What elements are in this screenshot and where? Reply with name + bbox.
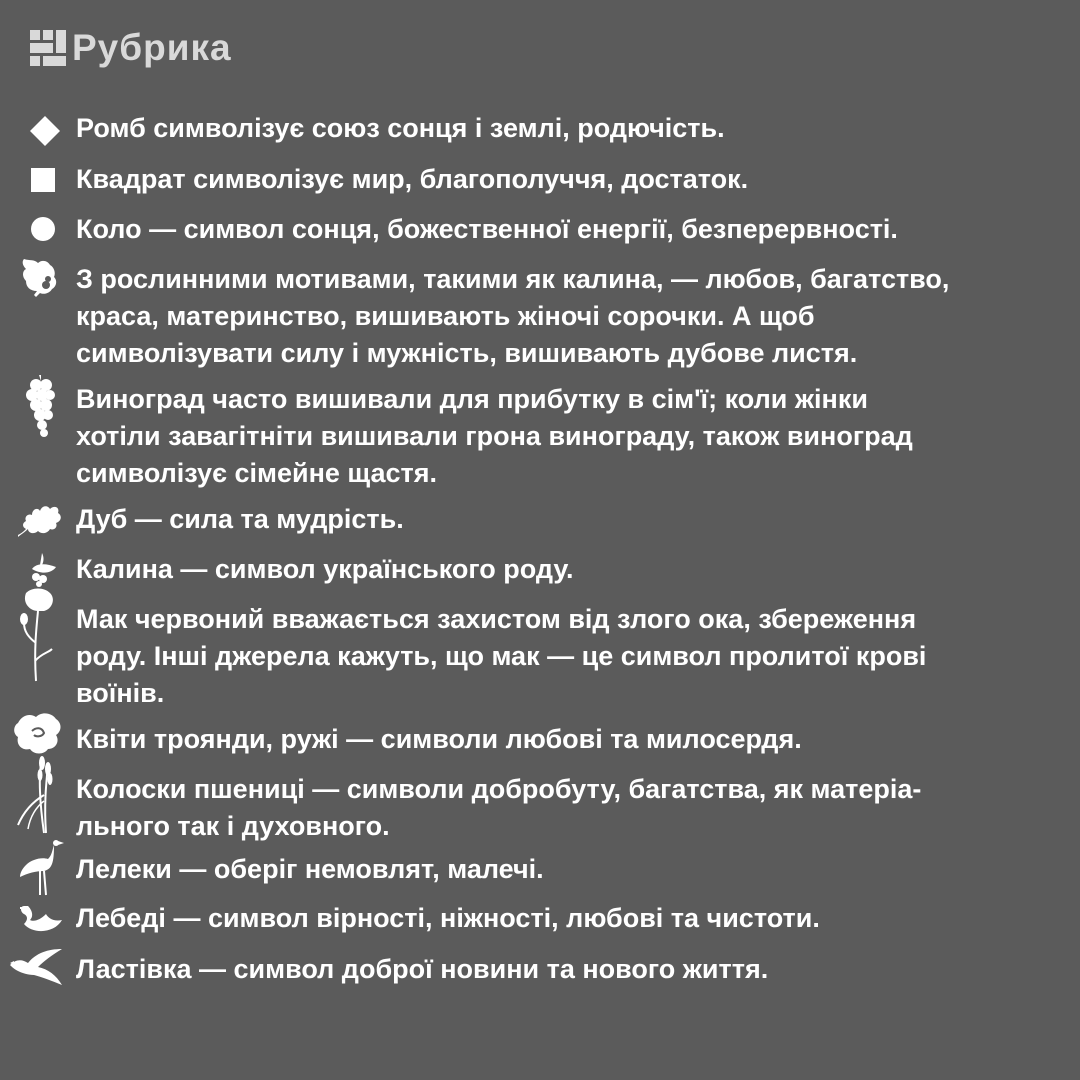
viburnum-icon xyxy=(26,551,62,587)
poppy-icon xyxy=(18,587,58,683)
square-icon xyxy=(31,168,55,192)
rose-icon xyxy=(12,709,64,757)
wheat-icon xyxy=(14,755,60,835)
circle-icon xyxy=(30,216,56,242)
item-text: Дуб — сила та мудрість. xyxy=(76,504,404,534)
item-text: Квіти троянди, ружі — символи любові та милосердя. xyxy=(76,724,802,754)
item-text: Лелеки — оберіг немовлят, малечі. xyxy=(76,854,544,884)
item-text: Ромб символізує союз сонця і землі, родючість. xyxy=(76,113,725,143)
swallow-icon xyxy=(8,947,64,987)
viburnum-leaf-icon xyxy=(16,255,62,301)
item-text: Коло — символ сонця, божественної енергії, безперервності. xyxy=(76,214,898,244)
item-text: Виноград часто вишивали для прибутку в сім'ї; коли жінки хотіли завагітніти вишивали грона винограду, також виноград символізує сімейне щастя. xyxy=(76,384,913,488)
item-text: Квадрат символізує мир, благополуччя, достаток. xyxy=(76,164,749,194)
swan-icon xyxy=(18,902,64,934)
grape-icon xyxy=(22,373,58,439)
item-text: З рослинними мотивами, такими як калина, — любов, багатство, краса, материнство, вишивають жіночі сорочки. А щоб символізувати силу і мужність, вишивають дубове листя. xyxy=(76,264,950,368)
stork-icon xyxy=(18,837,64,897)
item-text: Ластівка — символ доброї новини та нового життя. xyxy=(76,954,769,984)
item-text: Лебеді — символ вірності, ніжності, любові та чистоти. xyxy=(76,903,820,933)
item-text: Колоски пшениці — символи добробуту, багатства, як матеріа- льного так і духовного. xyxy=(76,774,922,841)
oak-leaf-icon xyxy=(16,499,64,539)
item-text: Мак червоний вважається захистом від злого ока, збереження роду. Інші джерела кажуть, що мак — це символ пролитої крові воїнів. xyxy=(76,604,927,708)
item-text: Калина — символ українського роду. xyxy=(76,554,574,584)
brand-name: Рубрика xyxy=(72,27,232,68)
grid-logo-icon xyxy=(30,30,66,66)
rhombus-icon xyxy=(28,114,62,148)
header xyxy=(30,28,232,68)
